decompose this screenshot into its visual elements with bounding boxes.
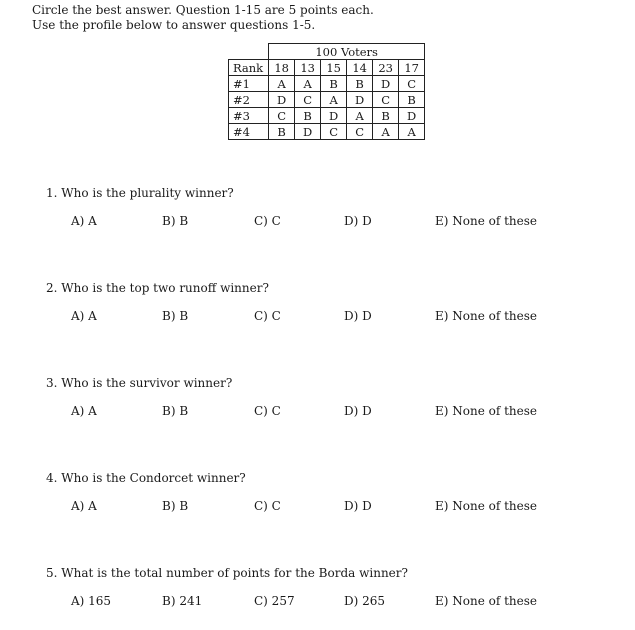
question-2-text: 2. Who is the top two runoff winner? [46,281,269,295]
choice-c[interactable]: C) C [254,214,281,228]
instructions-line-1: Circle the best answer. Question 1-15 are 5 points each. [32,3,374,17]
preference-cell: B [347,76,373,92]
choice-a[interactable]: A) A [71,214,97,228]
choice-b[interactable]: B) 241 [162,594,203,608]
choice-a[interactable]: A) A [71,309,97,323]
preference-cell: D [347,92,373,108]
preference-cell: A [373,124,399,140]
preference-cell: D [295,124,321,140]
rank-label: #3 [229,108,269,124]
voter-count: 14 [347,60,373,76]
choice-b[interactable]: B) B [162,404,189,418]
voter-count: 18 [269,60,295,76]
choice-c[interactable]: C) C [254,309,281,323]
choice-e[interactable]: E) None of these [435,214,538,228]
choice-c[interactable]: C) 257 [254,594,295,608]
question-5-choices [0,594,635,612]
question-4-text: 4. Who is the Condorcet winner? [46,471,246,485]
choice-c[interactable]: C) C [254,404,281,418]
choice-d[interactable]: D) D [344,309,372,323]
preference-cell: D [321,108,347,124]
instructions-line-2: Use the profile below to answer questions 1-5. [32,18,316,32]
voter-count: 15 [321,60,347,76]
choice-e[interactable]: E) None of these [435,499,538,513]
choice-d[interactable]: D) 265 [344,594,386,608]
choice-e[interactable]: E) None of these [435,309,538,323]
preference-cell: B [399,92,425,108]
choice-a[interactable]: A) 165 [71,594,112,608]
preference-cell: C [373,92,399,108]
profile-title: 100 Voters [269,44,425,60]
preference-cell: C [347,124,373,140]
choice-c[interactable]: C) C [254,499,281,513]
question-4-choices [0,499,635,517]
rank-row [229,108,425,124]
preference-profile-table [228,43,425,140]
preference-cell: A [321,92,347,108]
voter-count: 17 [399,60,425,76]
voter-count-row [229,60,425,76]
preference-cell: B [321,76,347,92]
rank-label: #4 [229,124,269,140]
choice-b[interactable]: B) B [162,309,189,323]
preference-cell: A [295,76,321,92]
preference-cell: C [321,124,347,140]
preference-cell: A [399,124,425,140]
question-1-text: 1. Who is the plurality winner? [46,186,234,200]
choice-d[interactable]: D) D [344,499,372,513]
question-5-text: 5. What is the total number of points for the Borda winner? [46,566,408,580]
preference-cell: A [269,76,295,92]
choice-e[interactable]: E) None of these [435,594,538,608]
choice-d[interactable]: D) D [344,404,372,418]
preference-cell: C [295,92,321,108]
preference-cell: B [295,108,321,124]
preference-cell: C [269,108,295,124]
choice-e[interactable]: E) None of these [435,404,538,418]
preference-cell: C [399,76,425,92]
voter-count: 23 [373,60,399,76]
preference-cell: D [373,76,399,92]
choice-d[interactable]: D) D [344,214,372,228]
question-1-choices [0,214,635,232]
preference-cell: B [373,108,399,124]
rank-label: #2 [229,92,269,108]
choice-b[interactable]: B) B [162,499,189,513]
rank-row [229,76,425,92]
preference-cell: D [269,92,295,108]
voter-count: 13 [295,60,321,76]
preference-cell: A [347,108,373,124]
choice-a[interactable]: A) A [71,404,97,418]
question-3-choices [0,404,635,422]
question-3-text: 3. Who is the survivor winner? [46,376,233,390]
rank-row [229,92,425,108]
profile-title-row [229,44,425,60]
rank-header: Rank [229,60,269,76]
preference-cell: B [269,124,295,140]
rank-label: #1 [229,76,269,92]
rank-row [229,124,425,140]
question-2-choices [0,309,635,327]
choice-b[interactable]: B) B [162,214,189,228]
preference-cell: D [399,108,425,124]
choice-a[interactable]: A) A [71,499,97,513]
